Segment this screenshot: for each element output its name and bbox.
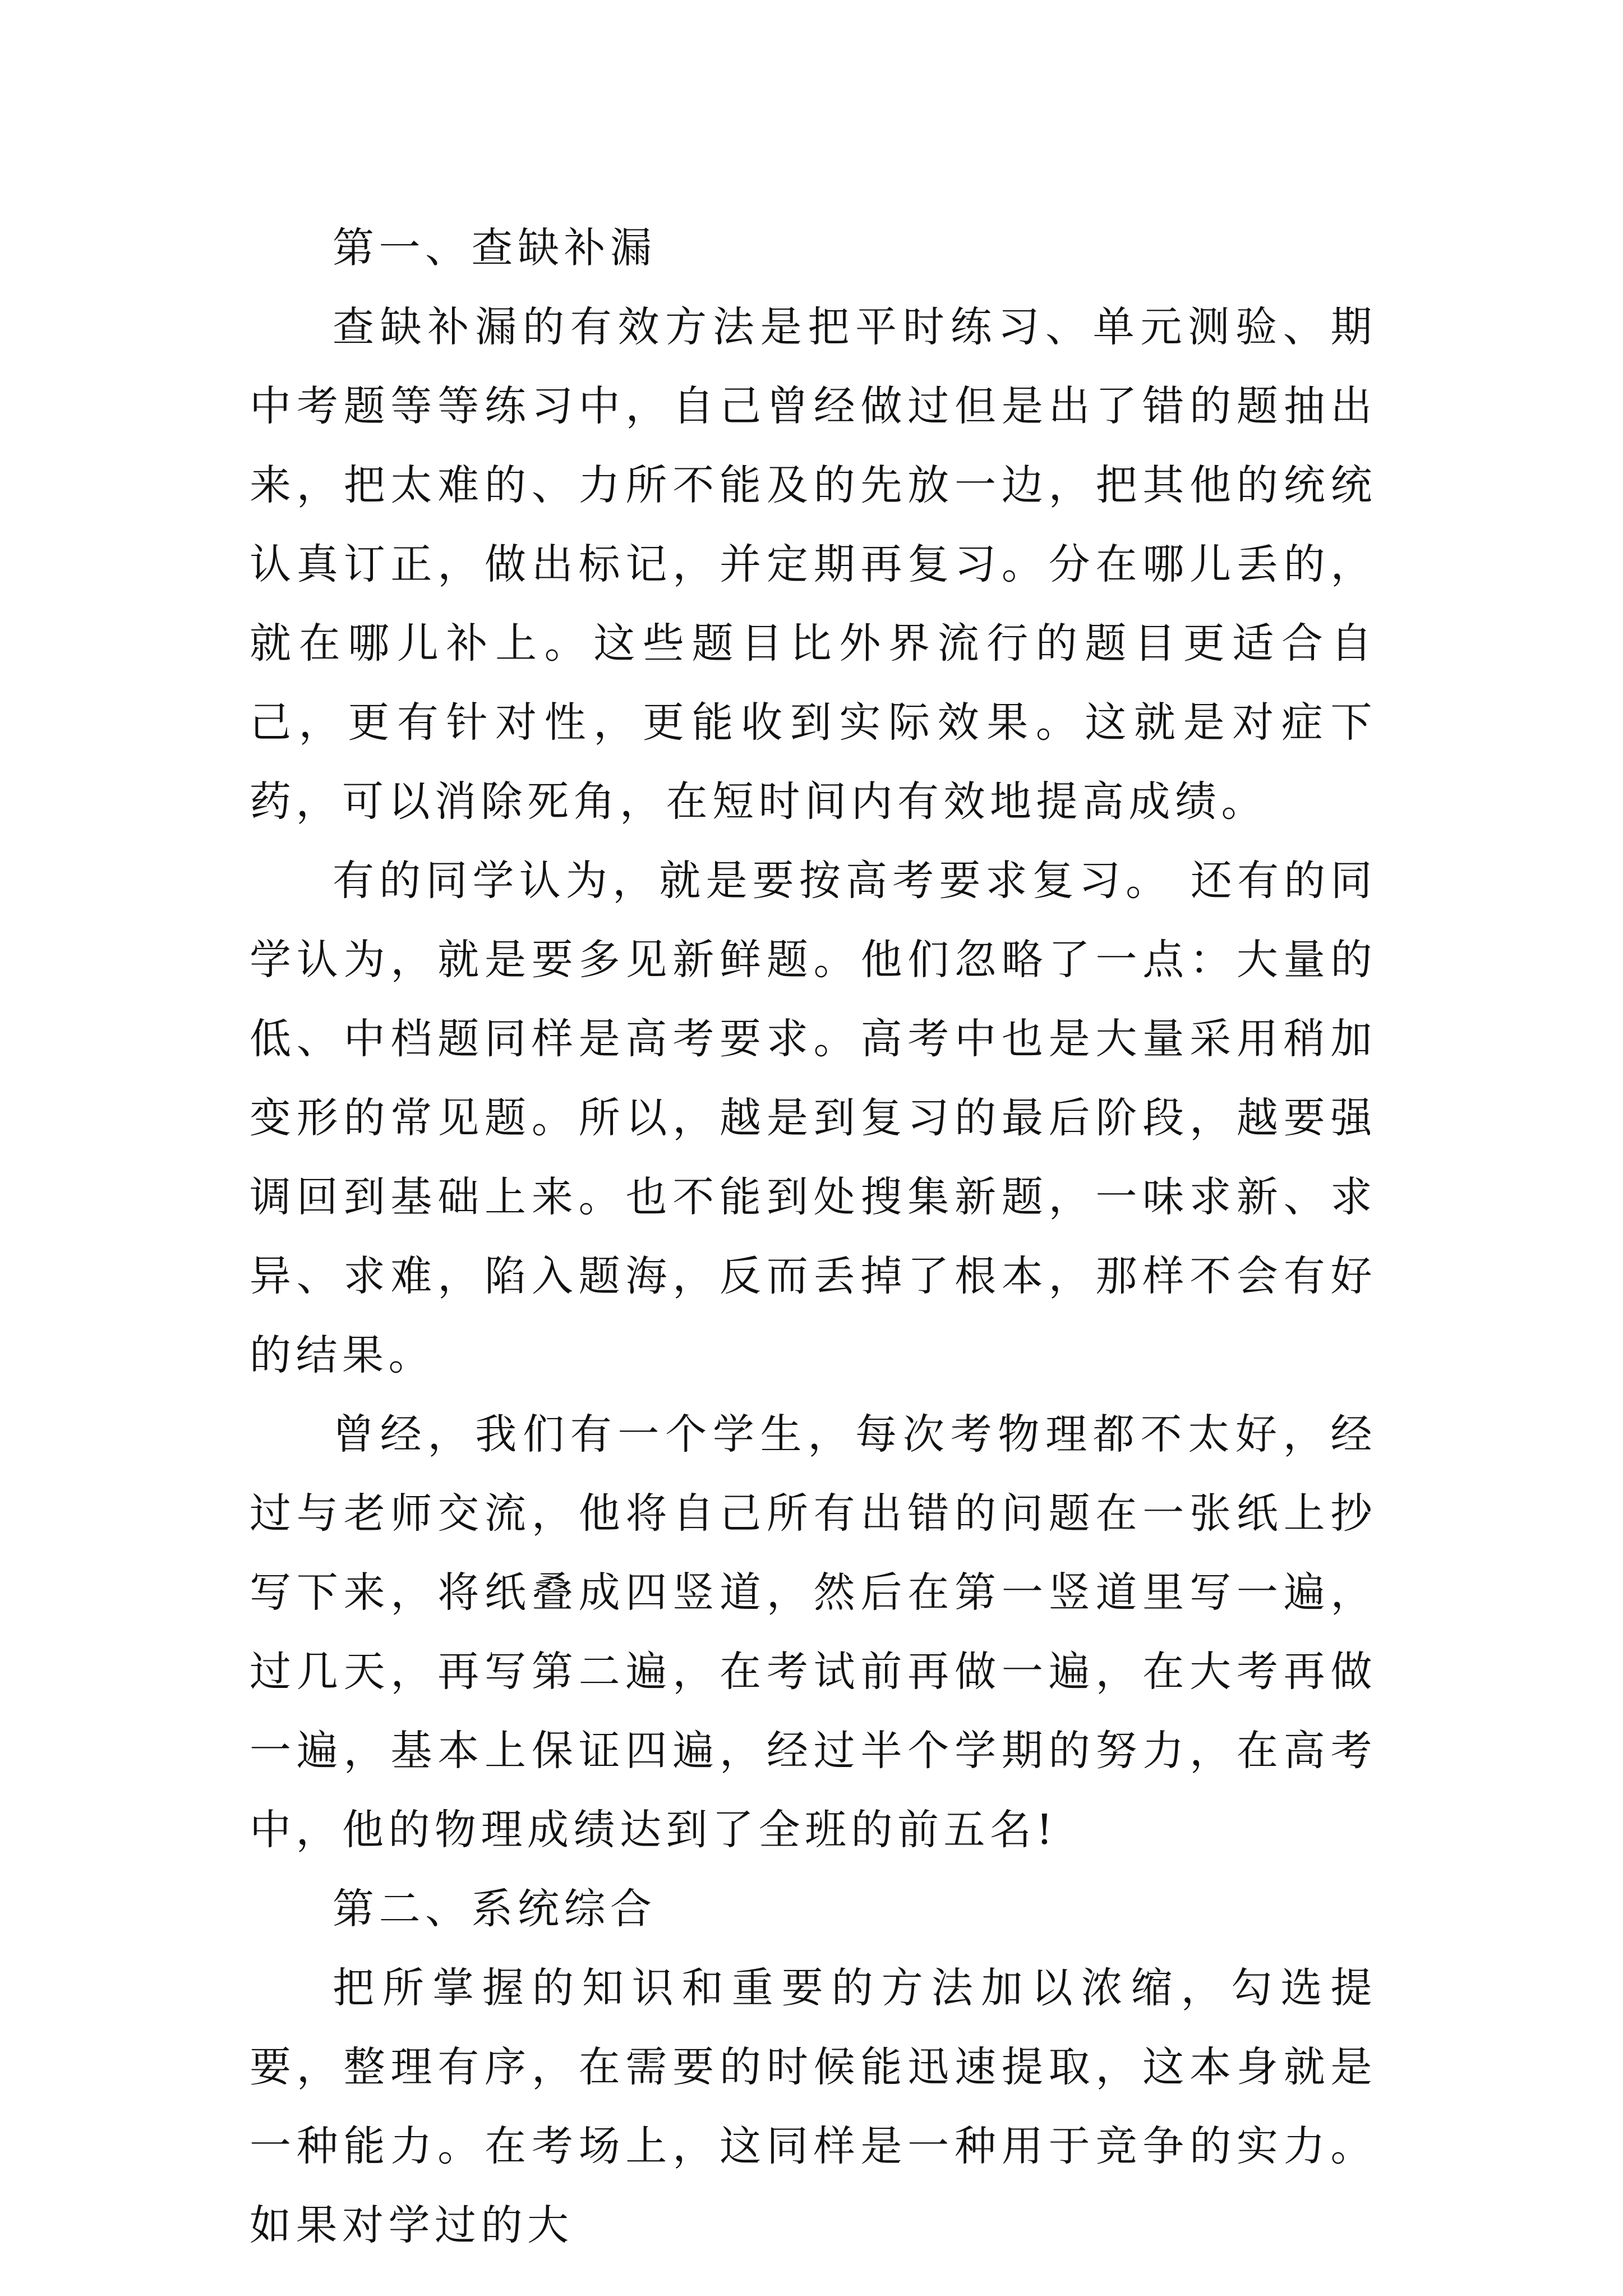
section-heading-2: 第二、系统综合 [333,1885,657,1933]
paragraph-2: 有的同学认为，就是要按高考要求复习。 还有的同学认为，就是要多见新鲜题。他们忽略了一点：大量的低、中档题同样是高考要求。高考中也是大量采用稍加变形的常见题。所以，越是到复习的最后阶段，越要强调回到基础上来。也不能到处搜集新题，一味求新、求异、求难，陷入题海，反而丢掉了根本，那样不会有好的结果。 [250,857,1377,1379]
paragraph-4: 把所掌握的知识和重要的方法加以浓缩，勾选提要，整理有序，在需要的时候能迅速提取，这本身就是一种能力。在考场上，这同样是一种用于竞争的实力。如果对学过的大 [250,1964,1377,2249]
section-heading-1: 第一、查缺补漏 [333,224,657,272]
document-body [250,209,1377,2265]
paragraph-3: 曾经，我们有一个学生，每次考物理都不太好，经过与老师交流，他将自己所有出错的问题在一张纸上抄写下来，将纸叠成四竖道，然后在第一竖道里写一遍，过几天，再写第二遍，在考试前再做一遍，在大考再做一遍，基本上保证四遍，经过半个学期的努力，在高考中，他的物理成绩达到了全班的前五名! [250,1410,1377,1854]
paragraph-1: 查缺补漏的有效方法是把平时练习、单元测验、期中考题等等练习中，自己曾经做过但是出了错的题抽出来，把太难的、力所不能及的先放一边，把其他的统统认真订正，做出标记，并定期再复习。分在哪儿丢的，就在哪儿补上。这些题目比外界流行的题目更适合自己，更有针对性，更能收到实际效果。这就是对症下药，可以消除死角，在短时间内有效地提高成绩。 [250,303,1377,826]
